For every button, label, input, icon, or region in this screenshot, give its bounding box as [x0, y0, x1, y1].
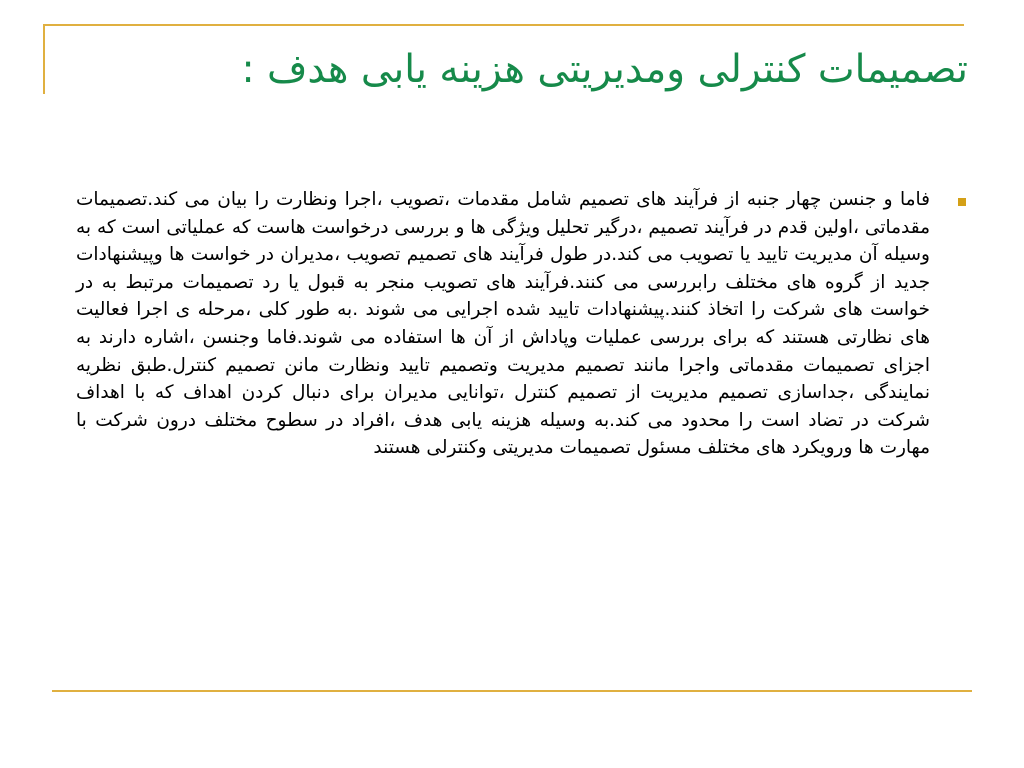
top-accent-line [43, 24, 964, 26]
slide-title: تصمیمات کنترلی ومدیریتی هزینه یابی هدف : [241, 47, 968, 92]
bottom-accent-line [52, 690, 972, 692]
bullet-item [76, 186, 966, 462]
square-bullet-icon [958, 198, 966, 206]
slide-content [76, 186, 966, 462]
bullet-text: فاما و جنسن چهار جنبه از فرآیند های تصمیم شامل مقدمات ،تصویب ،اجرا ونظارت را بیان می کند.تصمیمات مقدماتی ،اولین قدم در فرآیند تصمیم ،درگیر تحلیل ویژگی ها و بررسی درخواست هاست که عملیاتی است که به وسیله آن مدیریت تایید یا تصویب می کند.در طول فرآیند های تصمیم تصویب ،مدیران در خواست ها وپیشنهادات جدید از گروه های مختلف رابررسی می کنند.فرآیند های تصویب منجر به قبول یا رد تصمیمات مرتبط به در خواست های شرکت را اتخاذ کنند.پیشنهادات تایید شده اجرایی می شوند .به طور کلی ،مرحله ی اجرا فعالیت های نظارتی هستند که برای بررسی عملیات وپاداش از آن ها استفاده می شوند.فاما وجنسن ،اشاره دارند به اجزای تصمیمات مقدماتی واجرا مانند تصمیم مدیریت وتصمیم تایید ونظارت مانن تصمیم کنترل.طبق نظریه نمایندگی ،جداسازی تصمیم مدیریت از تصمیم کنترل ،توانایی مدیران برای دنبال کردن اهداف که با اهداف شرکت در تضاد است را محدود می کند.به وسیله هزینه یابی هدف ،افراد در سطوح مختلف درون شرکت با مهارت ها ورویکرد های مختلف مسئول تصمیمات مدیریتی وکنترلی هستند [76, 189, 930, 459]
left-accent-line [43, 24, 45, 94]
